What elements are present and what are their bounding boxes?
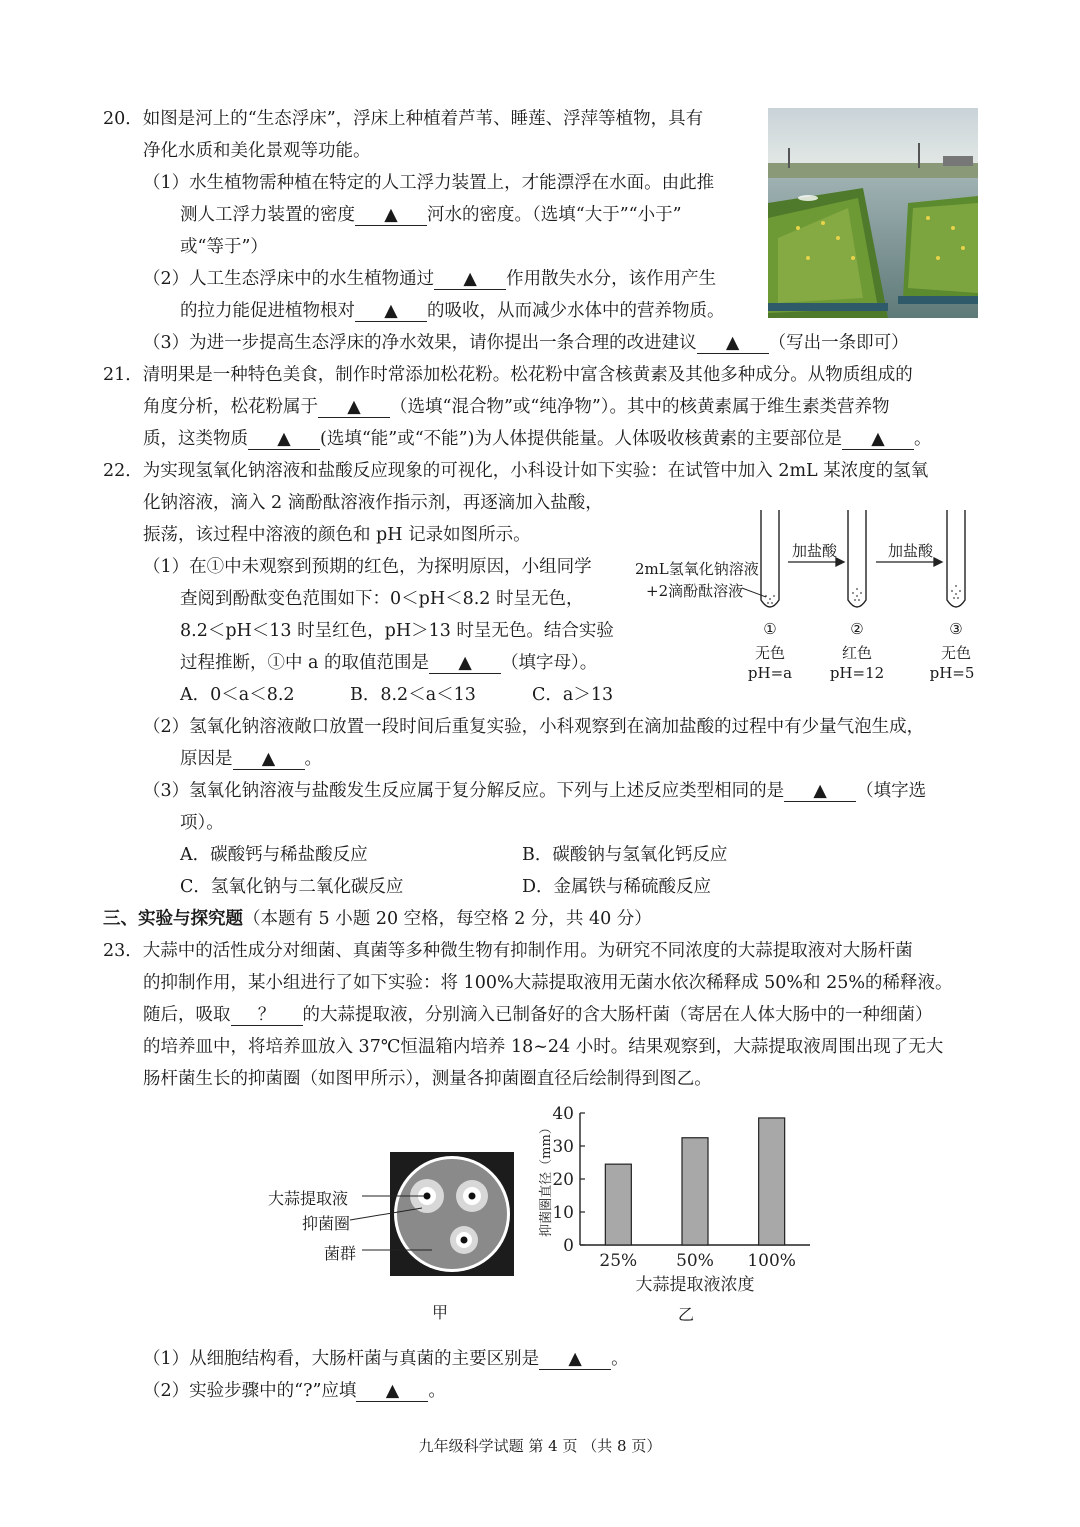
text-fragment: （2）实验步骤中的“?”应填 [143,1381,357,1401]
q20-part1-line-3: 或“等于”） [180,237,268,257]
q21-line-2 [143,396,890,418]
q22-part1-line-2: 查阅到酚酞变色范围如下：0＜pH＜8.2 时呈无色， [180,589,584,609]
tube-2-number: ② [850,620,864,638]
bar-50% [682,1138,708,1245]
q20-part1-line-1: （1）水生植物需种植在特定的人工浮力装置上，才能漂浮在水面。由此推 [143,173,715,193]
answer-blank[interactable]: ▲ [784,781,856,802]
solution-label-1: 2mL氢氧化钠溶液 [635,560,759,578]
q20-line-1: 20．如图是河上的“生态浮床”，浮床上种植着芦苇、睡莲、浮萍等植物，具有 [103,109,704,129]
text-fragment: 的大蒜提取液，分别滴入已制备好的含大肠杆菌（寄居在人体大肠中的一种细菌） [302,1005,933,1025]
petri-dish-drawing [262,1150,522,1280]
text-fragment: 随后，吸取 [143,1005,231,1025]
petri-dish-figure [262,1150,522,1325]
answer-blank[interactable]: ▲ [318,397,390,418]
q23-part2-line [143,1380,446,1402]
figure-jia-caption: 甲 [432,1303,449,1322]
answer-blank[interactable]: ▲ [842,429,914,450]
x-tick-label: 50% [676,1251,714,1271]
text-fragment: 过程推断，①中 a 的取值范围是 [180,653,430,673]
inhibition-zone-2 [456,1180,488,1212]
text-fragment: 测人工浮力装置的密度 [180,205,355,225]
y-axis-label: 抑菌圈直径（mm） [539,1121,554,1237]
text-fragment: 原因是 [180,749,233,769]
test-tube-diagram [630,500,980,690]
answer-blank[interactable]: ▲ [355,205,427,226]
x-tick-label: 100% [747,1251,796,1271]
text-fragment: （3）氢氧化钠溶液与盐酸发生反应属于复分解反应。下列与上述反应类型相同的是 [143,781,785,801]
q23-line-5: 肠杆菌生长的抑菌圈（如图甲所示），测量各抑菌圈直径后绘制得到图乙。 [143,1069,712,1089]
x-axis-label: 大蒜提取液浓度 [635,1275,755,1295]
q22-choice-d: D．金属铁与稀硫酸反应 [522,877,712,897]
tube-1-color: 无色 [754,644,785,662]
text-fragment: 的吸收，从而减少水体中的营养物质。 [427,301,725,321]
tube-2-ph: pH=12 [829,664,885,682]
q22-part2-line-1: （2）氢氧化钠溶液敞口放置一段时间后重复实验，小科观察到在滴加盐酸的过程中有少量气泡生成， [143,717,925,737]
text-fragment: 角度分析，松花粉属于 [143,397,318,417]
tube-3-number: ③ [949,620,963,638]
q23-part1-line [143,1348,629,1370]
q20-line-2: 净化水质和美化景观等功能。 [143,141,371,161]
q22-line-3: 振荡，该过程中溶液的颜色和 pH 记录如图所示。 [143,525,531,545]
tube-3-color: 无色 [940,644,971,662]
text-fragment: 作用散失水分，该作用产生 [506,269,717,289]
floating-bed-photo [768,108,978,318]
q22-option-c: C．a＞13 [532,685,614,705]
tube-1-ph: pH=a [747,664,793,682]
y-tick-label: 20 [552,1170,574,1190]
text-fragment: （写出一条即可） [768,333,909,353]
q22-choice-b: B．碳酸钠与氢氧化钙反应 [522,845,728,865]
bar-25% [605,1164,631,1245]
text-fragment: 河水的密度。（选填“大于”“小于” [427,205,682,225]
bar-chart [530,1100,820,1300]
section-note: （本题有 5 小题 20 空格，每空格 2 分，共 40 分） [243,909,652,929]
text-fragment: 。 [304,749,322,769]
tube-2-color: 红色 [841,644,872,662]
arrow-label-2: 加盐酸 [888,542,934,560]
question-mark-blank: ？ [231,1005,303,1026]
y-tick-label: 40 [552,1104,574,1124]
text-fragment: 。 [611,1349,629,1369]
answer-blank[interactable]: ▲ [248,429,320,450]
q23-line-2: 的抑制作用，某小组进行了如下实验：将 100%大蒜提取液用无菌水依次稀释成 50%和 25%的稀释液。 [143,973,953,993]
text-fragment: （填字选 [856,781,927,801]
y-tick-label: 0 [563,1236,574,1256]
q22-option-a: A．0＜a＜8.2 [180,685,295,705]
arrow-label-1: 加盐酸 [792,542,838,560]
text-fragment: （1）从细胞结构看，大肠杆菌与真菌的主要区别是 [143,1349,540,1369]
answer-blank[interactable]: ▲ [434,269,506,290]
text-fragment: (选填“能”或“不能”)为人体提供能量。人体吸收核黄素的主要部位是 [320,429,842,449]
text-fragment: 的拉力能促进植物根对 [180,301,355,321]
answer-blank[interactable]: ▲ [697,333,769,354]
answer-blank[interactable]: ▲ [355,301,427,322]
q20-part1-line-2 [180,204,682,226]
answer-blank[interactable]: ▲ [233,749,305,770]
answer-blank[interactable]: ▲ [539,1349,611,1370]
text-fragment: 。 [913,429,932,449]
section-title: 三、实验与探究题 [103,909,243,929]
q23-line-1: 23．大蒜中的活性成分对细菌、真菌等多种微生物有抑制作用。为研究不同浓度的大蒜提取液对大肠杆菌 [103,941,913,961]
q22-part1-line-3: 8.2＜pH＜13 时呈红色，pH＞13 时呈无色。结合实验 [180,621,614,641]
answer-blank[interactable]: ▲ [356,1381,428,1402]
answer-blank[interactable]: ▲ [429,653,501,674]
inhibition-zone-3 [450,1226,478,1254]
q22-choice-a: A．碳酸钙与稀盐酸反应 [180,845,368,865]
q22-part1-line-4 [180,652,597,674]
section-3-heading [103,908,652,930]
y-tick-label: 10 [552,1203,574,1223]
q22-line-1: 22．为实现氢氧化钠溶液和盐酸反应现象的可视化，小科设计如下实验：在试管中加入 2mL 某浓度的氢氧 [103,461,929,481]
text-fragment: （2）人工生态浮床中的水生植物通过 [143,269,435,289]
q22-line-2: 化钠溶液，滴入 2 滴酚酞溶液作指示剂，再逐滴加入盐酸， [143,493,603,513]
q20-part3-line [143,332,909,354]
q23-line-4: 的培养皿中，将培养皿放入 37℃恒温箱内培养 18~24 小时。结果观察到，大蒜提取液周围出现了无大 [143,1037,944,1057]
q20-part2-line-1 [143,268,716,290]
tube-1-number: ① [763,620,777,638]
q21-line-1: 21．清明果是一种特色美食，制作时常添加松花粉。松花粉中富含核黄素及其他多种成分。从物质组成的 [103,365,913,385]
text-fragment: （选填“混合物”或“纯净物”）。其中的核黄素属于维生素类营养物 [390,397,890,417]
garlic-extract-label: 大蒜提取液 [268,1189,349,1208]
q23-line-3 [143,1004,933,1026]
bar-chart-figure [530,1100,820,1325]
q20-part2-line-2 [180,300,725,322]
q22-part1-line-1: （1）在①中未观察到预期的红色，为探明原因，小组同学 [143,557,592,577]
bar-100% [759,1118,785,1245]
q22-part3-line-1 [143,780,926,802]
tube-3-ph: pH=5 [929,664,975,682]
q22-part2-line-2 [180,748,322,770]
q21-line-3 [143,428,931,450]
text-fragment: （填字母）。 [501,653,598,673]
bacteria-lawn [397,1159,507,1269]
text-fragment: 质，这类物质 [143,429,248,449]
page-footer: 九年级科学试题 第 4 页 （共 8 页） [418,1437,662,1455]
floating-bed-illustration [768,108,978,318]
inhibition-zone-label: 抑菌圈 [302,1214,351,1233]
solution-label-2: +2滴酚酞溶液 [646,582,744,600]
q22-part3-line-2: 项）。 [180,813,224,833]
x-tick-label: 25% [599,1251,638,1271]
q22-choice-c: C．氢氧化钠与二氧化碳反应 [180,877,404,897]
figure-yi-caption: 乙 [678,1305,695,1324]
bacteria-colony-label: 菌群 [324,1244,357,1263]
q22-option-b: B．8.2＜a＜13 [350,685,476,705]
y-tick-label: 30 [552,1137,574,1157]
text-fragment: （3）为进一步提高生态浮床的净水效果，请你提出一条合理的改进建议 [143,333,697,353]
text-fragment: 。 [428,1381,446,1401]
